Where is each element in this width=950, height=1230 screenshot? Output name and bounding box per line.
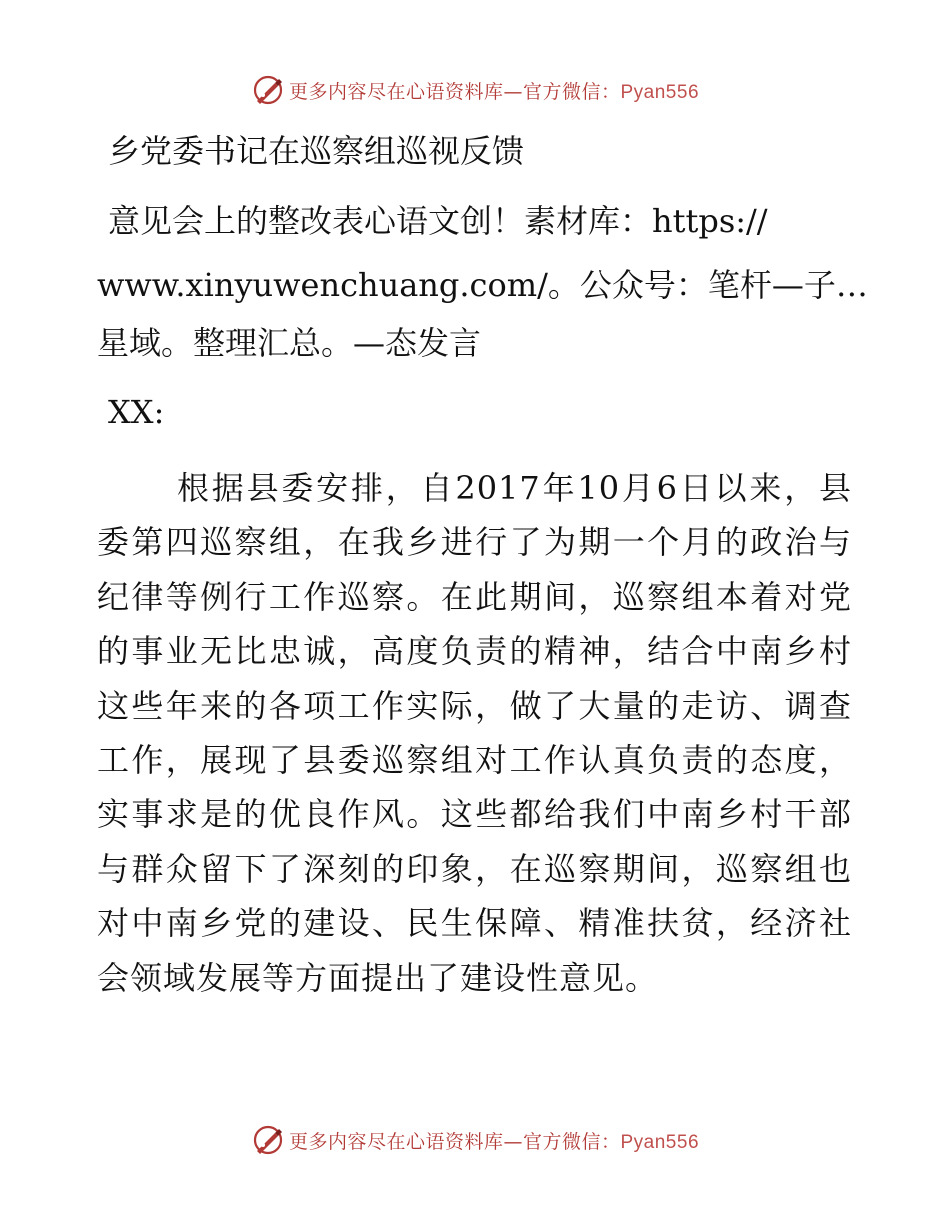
pen-logo-icon [251, 73, 285, 107]
title-line-2: 意见会上的整改表心语文创！素材库：https:// [108, 202, 768, 240]
title-line-3: www.xinyuwenchuang.com/。公众号：笔杆—子… [97, 266, 868, 304]
salutation: XX: [108, 393, 165, 431]
banner-separator: — [503, 1130, 523, 1153]
banner-text [289, 1127, 699, 1154]
banner-text [289, 77, 699, 104]
banner-slogan: 更多内容尽在心语资料库 [288, 80, 504, 103]
banner-wechat-id: Pyan556 [620, 1131, 700, 1153]
title-line-4: 星域。整理汇总。—态发言 [97, 324, 482, 362]
banner-official-label: 官方微信： [522, 1130, 621, 1153]
banner-wechat-id: Pyan556 [620, 81, 700, 103]
banner-separator: — [503, 80, 523, 103]
body-paragraph: 根据县委安排，自2017年10月6日以来，县委第四巡察组，在我乡进行了为期一个月的政治与纪律等例行工作巡察。在此期间，巡察组本着对党的事业无比忠诚，高度负责的精神，结合中南乡村这些年来的各项工作实际，做了大量的走访、调查工作，展现了县委巡察组对工作认真负责的态度，实事求是的优良作风。这些都给我们中南乡村干部与群众留下了深刻的印象，在巡察期间，巡察组也对中南乡党的建设、民生保障、精准扶贫，经济社会领域发展等方面提出了建设性意见。 [97, 469, 852, 997]
footer-banner [0, 1120, 950, 1160]
pen-logo-icon [251, 1123, 285, 1157]
header-banner [0, 70, 950, 110]
banner-slogan: 更多内容尽在心语资料库 [288, 1130, 504, 1153]
title-line-1: 乡党委书记在巡察组巡视反馈 [108, 132, 525, 170]
banner-official-label: 官方微信： [522, 80, 621, 103]
